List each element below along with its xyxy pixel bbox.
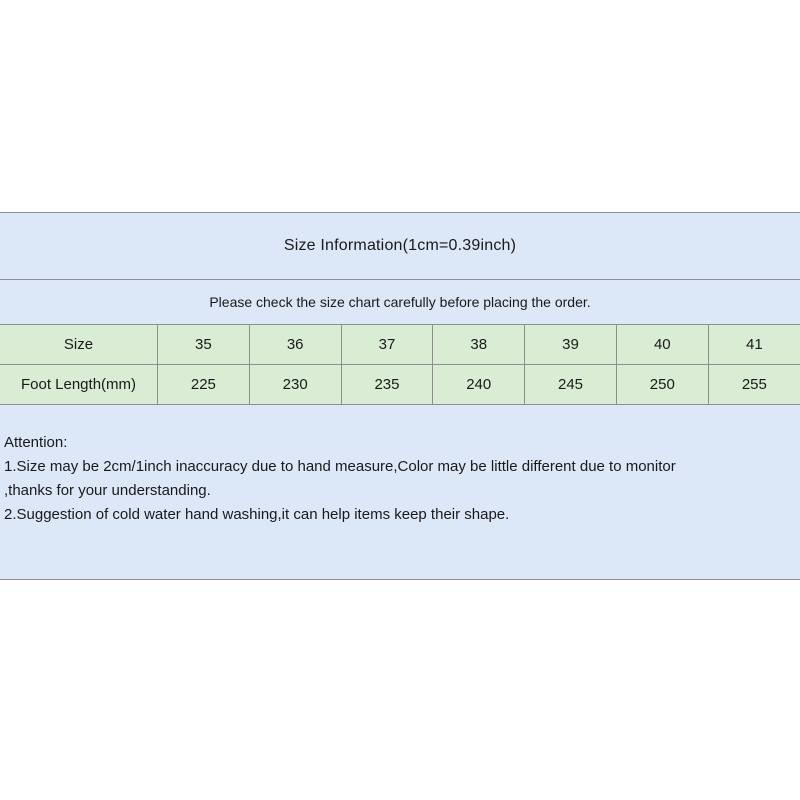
attention-line-1: 1.Size may be 2cm/1inch inaccuracy due to hand measure,Color may be little different due to monitor [4,458,676,475]
foot-length-cell-35: 225 [158,365,250,405]
chart-note: Please check the size chart carefully before placing the order. [209,294,591,310]
size-cell-40: 40 [616,325,708,365]
table-row [0,325,800,365]
size-chart [0,212,800,580]
foot-length-cell-40: 250 [616,365,708,405]
table-row [0,365,800,405]
page-title: Size Information(1cm=0.39inch) [283,237,517,254]
size-cell-35: 35 [158,325,250,365]
row-label-foot-length: Foot Length(mm) [0,365,158,405]
foot-length-cell-41: 255 [708,365,800,405]
foot-length-cell-36: 230 [249,365,341,405]
size-cell-41: 41 [708,325,800,365]
foot-length-cell-38: 240 [433,365,525,405]
attention-heading: Attention: [4,434,68,451]
row-label-size: Size [0,325,158,365]
chart-title-row [0,213,800,280]
attention-line-2: ,thanks for your understanding. [4,482,211,499]
foot-length-cell-37: 235 [341,365,433,405]
size-cell-38: 38 [433,325,525,365]
attention-line-3: 2.Suggestion of cold water hand washing,it can help items keep their shape. [4,506,510,523]
foot-length-cell-39: 245 [525,365,617,405]
size-cell-39: 39 [525,325,617,365]
chart-note-row [0,280,800,325]
size-table [0,325,800,404]
size-cell-36: 36 [249,325,341,365]
attention-block [0,404,800,579]
size-cell-37: 37 [341,325,433,365]
